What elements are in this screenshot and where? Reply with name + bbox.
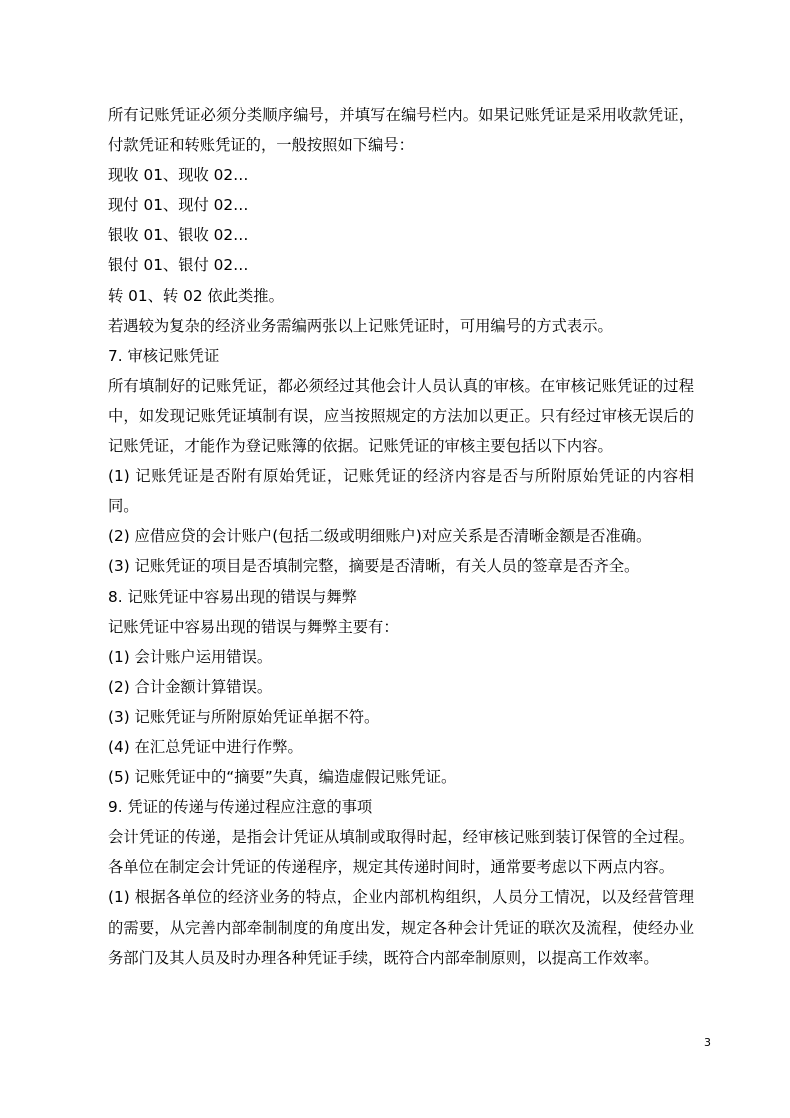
section-heading-7: 7. 审核记账凭证: [108, 346, 220, 365]
error-item-1: (1) 会计账户运用错误。: [108, 647, 273, 666]
error-item-3: (3) 记账凭证与所附原始凭证单据不符。: [108, 707, 380, 726]
paragraph-bank-receipt: 银收 01、银收 02…: [108, 226, 249, 245]
paragraph-cash-payment: 现付 01、现付 02…: [108, 196, 249, 215]
section-heading-9: 9. 凭证的传递与传递过程应注意的事项: [108, 798, 373, 817]
paragraph-transfer-intro: 会计凭证的传递，是指会计凭证从填制或取得时起，经审核记账到装订保管的全过程。各单位在制定会计凭证的传递程序，规定其传递时间时，通常要考虑以下两点内容。: [108, 828, 694, 877]
error-item-5: (5) 记账凭证中的“摘要”失真，编造虚假记账凭证。: [108, 768, 457, 787]
error-item-4: (4) 在汇总凭证中进行作弊。: [108, 737, 303, 756]
paragraph-bank-payment: 银付 01、银付 02…: [108, 256, 249, 275]
audit-item-1: (1) 记账凭证是否附有原始凭证，记账凭证的经济内容是否与所附原始凭证的内容相同。: [108, 467, 694, 516]
paragraph-cash-receipt: 现收 01、现收 02…: [108, 166, 249, 185]
paragraph-numbering-rule: 所有记账凭证必须分类顺序编号，并填写在编号栏内。如果记账凭证是采用收款凭证，付款凭证和转账凭证的，一般按照如下编号：: [108, 106, 694, 155]
body-text: [108, 100, 694, 973]
audit-item-2: (2) 应借应贷的会计账户(包括二级或明细账户)对应关系是否清晰金额是否准确。: [108, 527, 652, 546]
paragraph-complex-numbering: 若遇较为复杂的经济业务需编两张以上记账凭证时，可用编号的方式表示。: [108, 316, 613, 335]
transfer-item-1: (1) 根据各单位的经济业务的特点，企业内部机构组织，人员分工情况，以及经营管理的需要，从完善内部牵制制度的角度出发，规定各种会计凭证的联次及流程，使经办业务部门及其人员及时办理各种凭证手续，既符合内部牵制原则，以提高工作效率。: [108, 888, 694, 967]
paragraph-audit-intro: 所有填制好的记账凭证，都必须经过其他会计人员认真的审核。在审核记账凭证的过程中，如发现记账凭证填制有误，应当按照规定的方法加以更正。只有经过审核无误后的记账凭证，才能作为登记账簿的依据。记账凭证的审核主要包括以下内容。: [108, 376, 694, 456]
paragraph-errors-intro: 记账凭证中容易出现的错误与舞弊主要有：: [108, 617, 399, 636]
page-number: 3: [704, 1036, 711, 1049]
audit-item-3: (3) 记账凭证的项目是否填制完整，摘要是否清晰，有关人员的签章是否齐全。: [108, 557, 640, 576]
section-heading-8: 8. 记账凭证中容易出现的错误与舞弊: [108, 587, 357, 606]
error-item-2: (2) 合计金额计算错误。: [108, 677, 273, 696]
paragraph-transfer: 转 01、转 02 依此类推。: [108, 286, 284, 305]
